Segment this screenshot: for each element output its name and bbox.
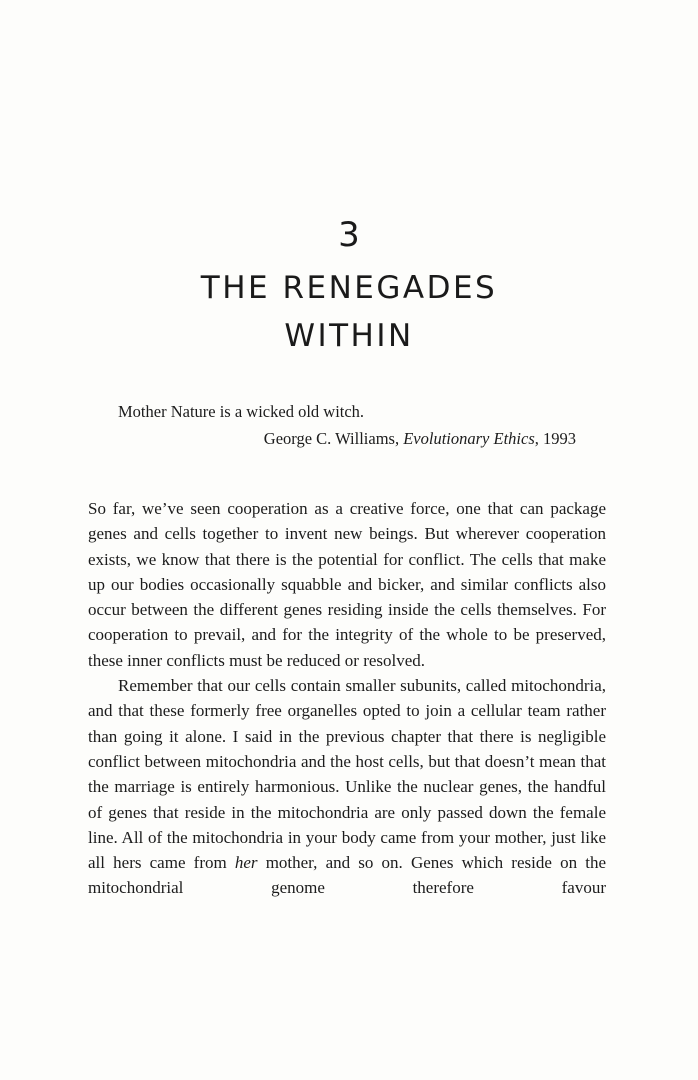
paragraph-1: So far, we’ve seen cooperation as a creative force, one that can package genes and cells together to invent new beings. But wherever cooperation exists, we know that there is the potential for conflict. The cells that make up our bodies occasionally squabble and bicker, and similar conflicts also occur between the different genes residing inside the cells themselves. For cooperation to prevail, and for the integrity of the whole to be preserved, these inner conflicts must be reduced or resolved. <box>88 499 606 670</box>
paragraph-2-text-b: mother, and so on. Genes which reside on the mitochondrial genome therefore favour <box>88 853 606 898</box>
chapter-title-line-2: WITHIN <box>284 318 414 354</box>
chapter-title-line-1: THE RENEGADES <box>200 270 498 306</box>
epigraph-work: Evolutionary Ethics <box>403 429 535 448</box>
epigraph-attribution <box>118 425 588 452</box>
chapter-title <box>0 264 698 360</box>
chapter-number: 3 <box>338 215 360 255</box>
paragraph-2-text-a: Remember that our cells contain smaller subunits, called mitochondria, and that these formerly free organelles opted to join a cellular team rather than going it alone. I said in the previous chapter that there is negligible conflict between mitochondria and the host cells, but that doesn’t mean that the marriage is entirely harmonious. Unlike the nuclear genes, the handful of genes that reside in the mitochondria are only passed down the female line. All of the mitochondria in your body came from your mother, just like all hers came from <box>88 676 606 873</box>
epigraph-quote: Mother Nature is a wicked old witch. <box>118 402 365 421</box>
epigraph-year: , 1993 <box>534 429 576 448</box>
paragraph-2-emphasis: her <box>234 853 258 873</box>
epigraph-author: George C. Williams, <box>263 429 404 448</box>
paragraph-2 <box>88 673 606 901</box>
body-text <box>88 496 606 901</box>
epigraph <box>118 398 588 452</box>
